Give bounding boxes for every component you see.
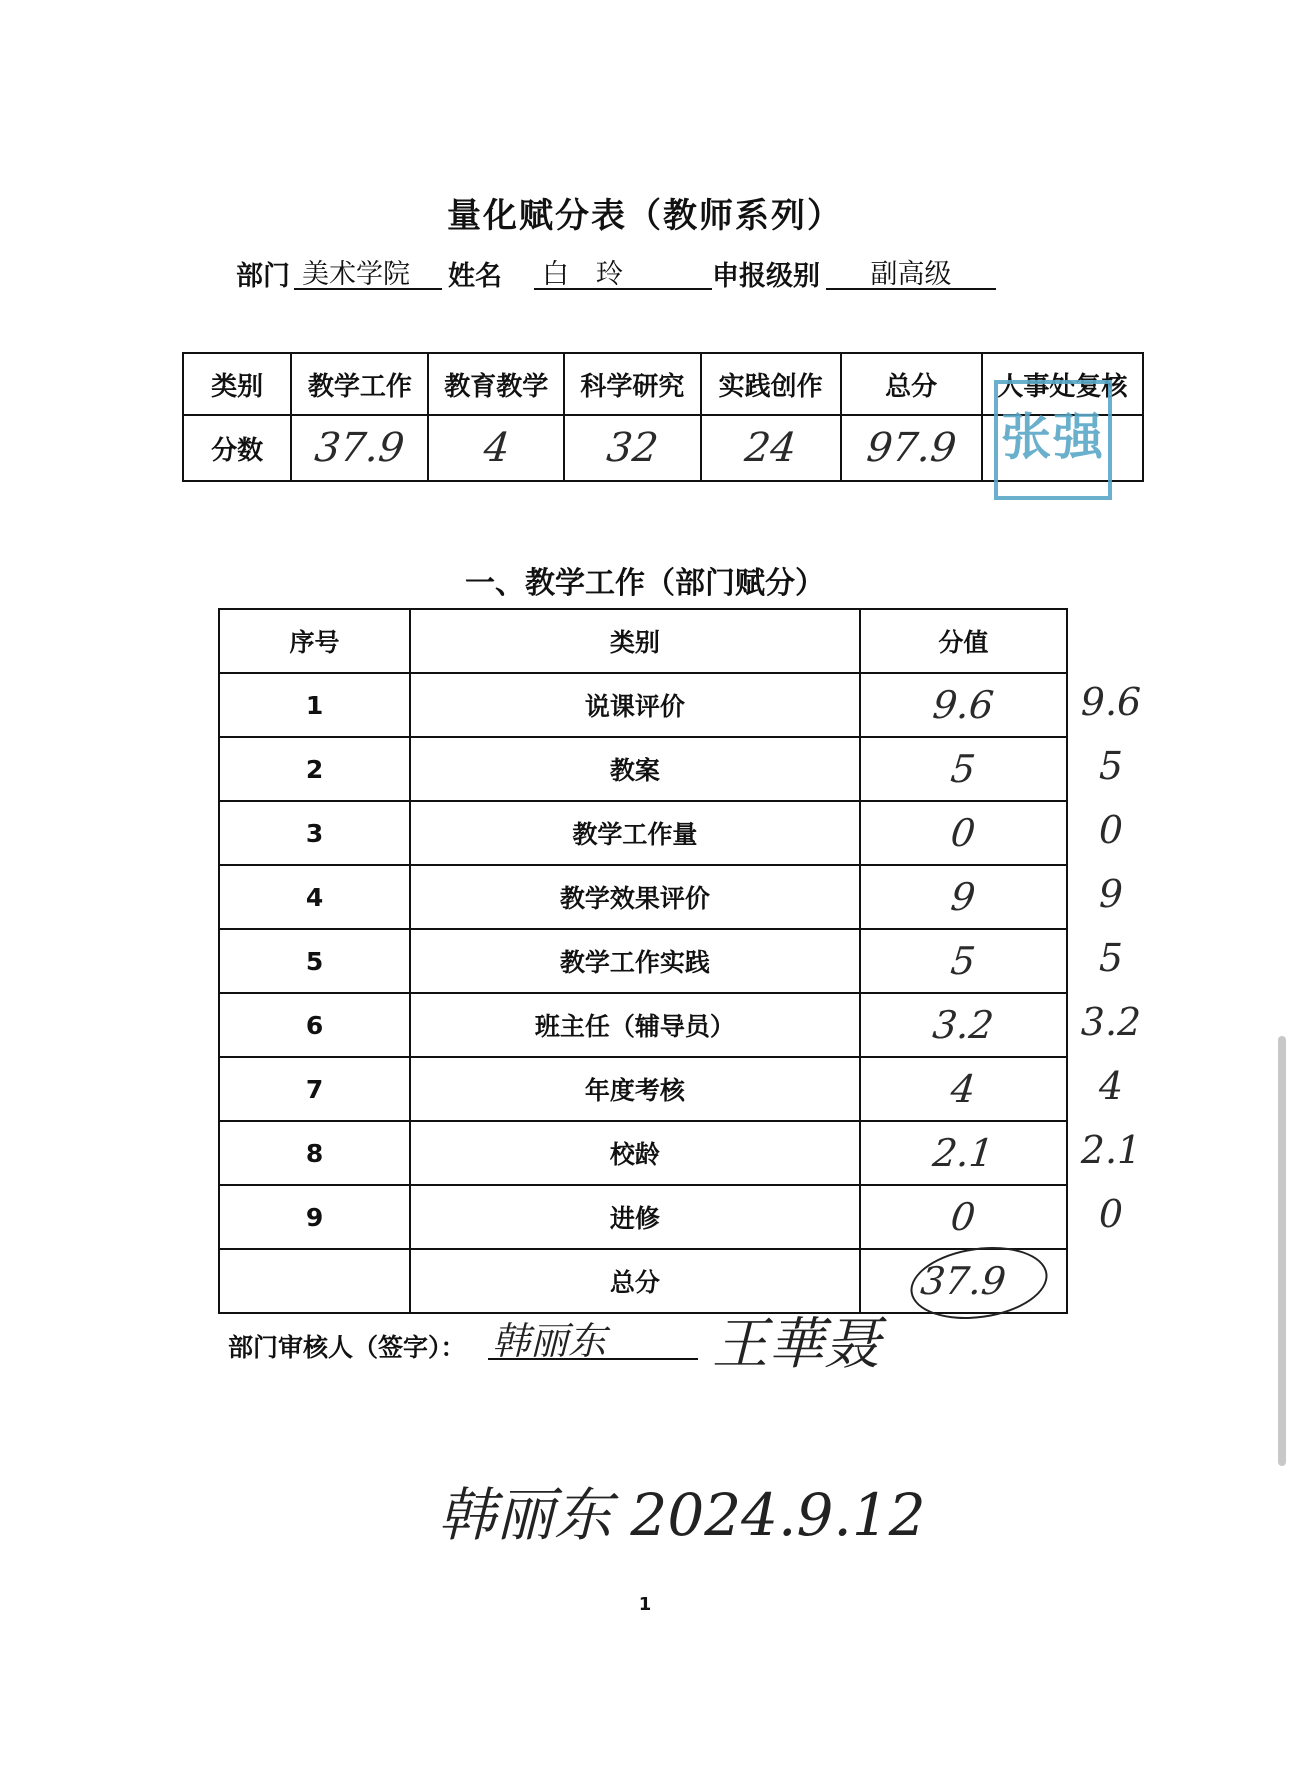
summary-value-cell xyxy=(428,415,564,481)
summary-value: 97.9 xyxy=(864,425,959,471)
row-score: 2.1 xyxy=(930,1131,996,1175)
table-row xyxy=(219,801,1067,865)
row-score-cell xyxy=(860,1057,1067,1121)
level-value: 副高级 xyxy=(826,252,996,290)
summary-header: 类别 xyxy=(183,353,291,415)
row-number: 4 xyxy=(219,865,410,929)
total-score-cell xyxy=(860,1249,1067,1313)
page-title: 量化赋分表（教师系列） xyxy=(447,196,843,236)
side-check-value: 0 xyxy=(1098,808,1124,852)
row-score-cell xyxy=(860,1185,1067,1249)
side-check-value: 0 xyxy=(1098,1192,1124,1236)
side-check-value: 9.6 xyxy=(1080,680,1142,724)
row-number: 3 xyxy=(219,801,410,865)
scrollbar[interactable] xyxy=(1278,1036,1286,1466)
total-empty-cell xyxy=(219,1249,410,1313)
reviewer-signature-2: 王華聂 xyxy=(712,1312,880,1377)
row-score: 4 xyxy=(948,1067,978,1111)
applicant-info xyxy=(236,254,1056,294)
row-category: 年度考核 xyxy=(410,1057,860,1121)
summary-value-cell xyxy=(701,415,841,481)
dept-label: 部门 xyxy=(236,261,290,292)
summary-header: 教育教学 xyxy=(428,353,564,415)
level-label: 申报级别 xyxy=(712,261,820,292)
dept-value: 美术学院 xyxy=(294,252,442,290)
summary-value: 24 xyxy=(742,425,799,471)
summary-value: 32 xyxy=(604,425,661,471)
signature-with-date: 韩丽东 2024.9.12 xyxy=(438,1481,926,1549)
detail-header: 类别 xyxy=(410,609,860,673)
row-number: 8 xyxy=(219,1121,410,1185)
side-check-value: 9 xyxy=(1098,872,1124,916)
table-row xyxy=(219,993,1067,1057)
detail-header: 分值 xyxy=(860,609,1067,673)
row-score-cell xyxy=(860,993,1067,1057)
detail-table xyxy=(218,608,1068,1314)
detail-header: 序号 xyxy=(219,609,410,673)
table-row xyxy=(219,673,1067,737)
row-score: 9 xyxy=(948,875,978,919)
row-score: 3.2 xyxy=(930,1003,996,1047)
page-number: 1 xyxy=(638,1594,652,1615)
detail-header-row xyxy=(219,609,1067,673)
summary-header: 人事处复核 xyxy=(982,353,1143,415)
reviewer-signature-1: 韩丽东 xyxy=(492,1319,607,1363)
side-check-value: 3.2 xyxy=(1080,1000,1142,1044)
summary-value-cell xyxy=(564,415,700,481)
row-score-cell xyxy=(860,865,1067,929)
table-row xyxy=(219,865,1067,929)
row-category: 校龄 xyxy=(410,1121,860,1185)
row-score: 0 xyxy=(948,1195,978,1239)
total-label: 总分 xyxy=(410,1249,860,1313)
name-value: 白 玲 xyxy=(534,252,712,290)
row-category: 教学工作实践 xyxy=(410,929,860,993)
section-title: 一、教学工作（部门赋分） xyxy=(465,566,825,601)
summary-header: 实践创作 xyxy=(701,353,841,415)
summary-header: 总分 xyxy=(841,353,982,415)
row-category: 说课评价 xyxy=(410,673,860,737)
table-row xyxy=(219,1185,1067,1249)
row-number: 7 xyxy=(219,1057,410,1121)
table-row xyxy=(219,1057,1067,1121)
name-label: 姓名 xyxy=(448,261,502,292)
table-row xyxy=(219,737,1067,801)
row-category: 教学工作量 xyxy=(410,801,860,865)
row-number: 9 xyxy=(219,1185,410,1249)
side-check-value: 2.1 xyxy=(1080,1128,1142,1172)
row-number: 1 xyxy=(219,673,410,737)
row-category: 教学效果评价 xyxy=(410,865,860,929)
row-score-cell xyxy=(860,929,1067,993)
row-category: 进修 xyxy=(410,1185,860,1249)
row-score: 0 xyxy=(948,811,978,855)
row-category: 班主任（辅导员） xyxy=(410,993,860,1057)
reviewer-label: 部门审核人（签字）： xyxy=(228,1333,466,1362)
row-category: 教案 xyxy=(410,737,860,801)
row-number: 5 xyxy=(219,929,410,993)
table-row xyxy=(219,929,1067,993)
review-stamp: 张强 xyxy=(994,380,1112,500)
summary-row-label: 分数 xyxy=(183,415,291,481)
row-number: 6 xyxy=(219,993,410,1057)
summary-header: 教学工作 xyxy=(291,353,428,415)
side-check-value: 5 xyxy=(1098,744,1124,788)
row-score-cell xyxy=(860,673,1067,737)
side-check-value: 4 xyxy=(1098,1064,1124,1108)
summary-value: 4 xyxy=(481,425,512,471)
total-row xyxy=(219,1249,1067,1313)
side-check-value: 5 xyxy=(1098,936,1124,980)
summary-header: 科学研究 xyxy=(564,353,700,415)
summary-value-cell xyxy=(841,415,982,481)
summary-value-cell xyxy=(291,415,428,481)
row-score-cell xyxy=(860,801,1067,865)
total-score: 37.9 xyxy=(918,1259,1008,1303)
row-score: 5 xyxy=(948,747,978,791)
table-row xyxy=(219,1121,1067,1185)
row-score: 9.6 xyxy=(930,683,996,727)
row-score: 5 xyxy=(948,939,978,983)
summary-value: 37.9 xyxy=(312,425,407,471)
row-number: 2 xyxy=(219,737,410,801)
row-score-cell xyxy=(860,737,1067,801)
row-score-cell xyxy=(860,1121,1067,1185)
